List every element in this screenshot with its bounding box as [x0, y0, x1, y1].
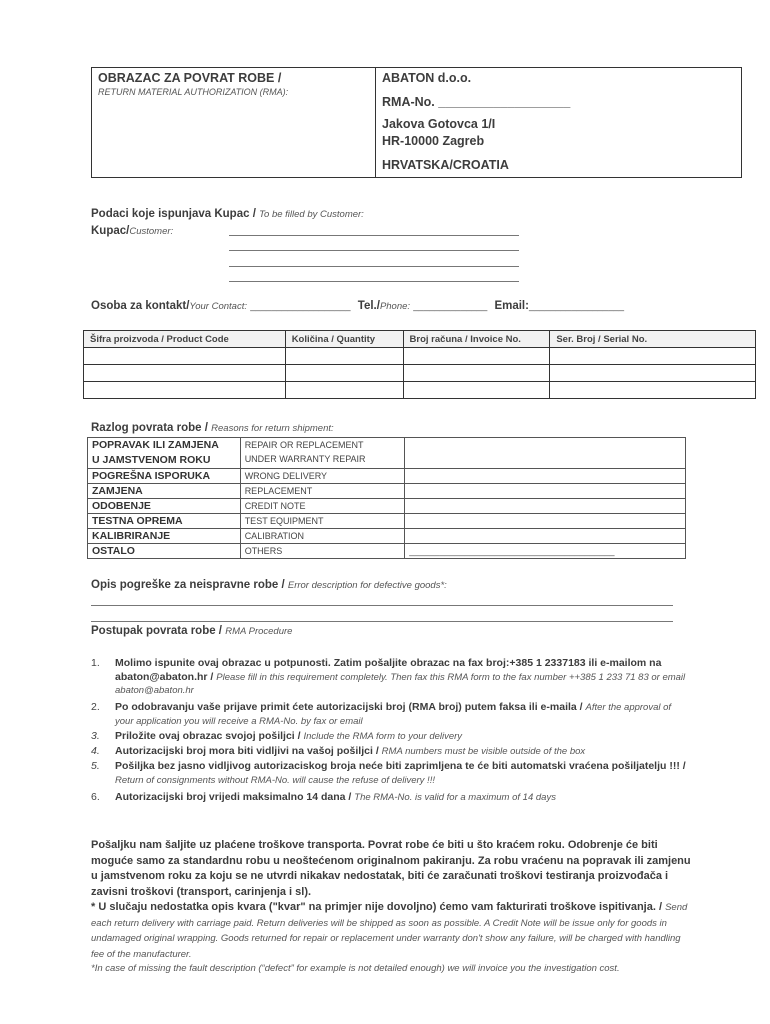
- error-desc-label: [91, 579, 447, 591]
- cell-input[interactable]: [285, 348, 403, 365]
- contact-row: [91, 300, 624, 312]
- customer-label-en: Customer:: [129, 226, 174, 237]
- error-desc-label-en: Error description for defective goods*:: [287, 580, 447, 591]
- contact-label-en: Your Contact:: [189, 301, 247, 312]
- reason-hr-line1: POPRAVAK ILI ZAMJENA: [92, 439, 219, 451]
- col-invoice-no: Broj računa / Invoice No.: [403, 331, 550, 348]
- reason-en: CALIBRATION: [240, 529, 405, 544]
- customer-line-1[interactable]: [229, 235, 519, 236]
- step-text-hr: Pošiljka bez jasno vidljivog autorizaciskog broja neće biti zaprimljena te će biti automatski vraćena pošiljatelju !!! /: [115, 760, 686, 772]
- procedure-step-1: [91, 657, 691, 698]
- reason-hr: ZAMJENA: [88, 484, 241, 499]
- address-street: Jakova Gotovca 1/I: [382, 117, 496, 131]
- reason-row-warranty[interactable]: [88, 438, 686, 469]
- address-country: HRVATSKA/CROATIA: [382, 158, 509, 172]
- reason-hr: POGREŠNA ISPORUKA: [88, 469, 241, 484]
- cell-input[interactable]: [403, 365, 550, 382]
- reason-hr: ODOBENJE: [88, 499, 241, 514]
- reason-row-wrong-delivery[interactable]: [88, 469, 686, 484]
- cell-input[interactable]: [550, 365, 756, 382]
- step-number: 3.: [91, 730, 100, 742]
- reason-en: REPLACEMENT: [240, 484, 405, 499]
- reason-en: TEST EQUIPMENT: [240, 514, 405, 529]
- step-text-en: Return of consignments without RMA-No. will cause the refuse of delivery !!!: [115, 774, 435, 786]
- contact-label: Osoba za kontakt/: [91, 300, 190, 312]
- reason-check-cell[interactable]: [405, 469, 686, 484]
- footer-note-en: *In case of missing the fault description (“defect” for example is not detailed enough) we will invoice you the investigation cost.: [91, 963, 620, 974]
- reason-row-credit-note[interactable]: [88, 499, 686, 514]
- product-table: [83, 330, 756, 399]
- reason-row-test-equipment[interactable]: [88, 514, 686, 529]
- step-text-hr: Po odobravanju vaše prijave primit ćete autorizacijski broj (RMA broj) putem faksa ili e-maila /: [115, 701, 583, 713]
- reason-en-line2: UNDER WARRANTY REPAIR: [244, 454, 366, 464]
- reason-hr: KALIBRIRANJE: [88, 529, 241, 544]
- step-text-en: The RMA-No. is valid for a maximum of 14 days: [354, 792, 556, 803]
- col-product-code: Šifra proizvoda / Product Code: [84, 331, 286, 348]
- cell-input[interactable]: [550, 382, 756, 399]
- address-city: HR-10000 Zagreb: [382, 134, 485, 148]
- reason-check-cell[interactable]: [405, 484, 686, 499]
- step-text-en: After the approval of your application you will receive a RMA-No. by fax or email: [115, 702, 672, 727]
- reason-en: WRONG DELIVERY: [240, 469, 405, 484]
- procedure-step-3: [91, 730, 691, 744]
- reason-hr: TESTNA OPREMA: [88, 514, 241, 529]
- reason-en: CREDIT NOTE: [240, 499, 405, 514]
- col-serial-no: Ser. Broj / Serial No.: [550, 331, 756, 348]
- reasons-table: [87, 437, 686, 559]
- footer-note-hr: * U slučaju nedostatka opis kvara ("kvar" na primjer nije dovoljno) ćemo vam fakturirati troškove ispitivanja. /: [91, 901, 663, 913]
- reason-en: [240, 438, 405, 469]
- footer-text-en: Send each return delivery with carriage paid. Return deliveries will be shipped as soon as possible. A Credit Note will be issue only for goods in undamaged original wrapping. Goods returned for repair or replacement under warranty don't show any failure, will be charged with handling fee of the manufacturer.: [91, 902, 688, 960]
- cell-input[interactable]: [403, 382, 550, 399]
- company-name: ABATON d.o.o.: [382, 71, 472, 85]
- reasons-title-en: Reasons for return shipment:: [211, 423, 334, 434]
- error-desc-label-hr: Opis pogreške za neispravne robe /: [91, 579, 285, 591]
- email-field[interactable]: __________________: [528, 301, 625, 312]
- step-text-en: Include the RMA form to your delivery: [303, 731, 463, 742]
- rma-number-field[interactable]: RMA-No. ___________________: [382, 95, 571, 109]
- step-number: 1.: [91, 657, 100, 669]
- tel-field[interactable]: ______________: [413, 301, 488, 312]
- step-number: 5.: [91, 760, 100, 772]
- email-label: Email:: [494, 300, 529, 312]
- error-desc-line-2[interactable]: [91, 621, 673, 622]
- reason-check-cell[interactable]: [405, 514, 686, 529]
- cell-input[interactable]: [550, 348, 756, 365]
- cell-input[interactable]: [84, 348, 286, 365]
- step-text-hr: Autorizacijski broj vrijedi maksimalno 14 dana /: [115, 791, 352, 803]
- procedure-step-2: [91, 701, 691, 728]
- footer-notes: [91, 838, 691, 976]
- procedure-step-6: [91, 791, 691, 805]
- table-row: [84, 382, 756, 399]
- reason-row-replacement[interactable]: [88, 484, 686, 499]
- col-quantity: Količina / Quantity: [285, 331, 403, 348]
- reason-hr: [88, 438, 241, 469]
- contact-field[interactable]: ___________________: [250, 301, 351, 312]
- procedure-label-en: RMA Procedure: [225, 626, 293, 637]
- reason-hr: OSTALO: [88, 544, 241, 559]
- table-row: [84, 365, 756, 382]
- step-number: 6.: [91, 791, 100, 803]
- step-text-en: Please fill in this requirement completely. Then fax this RMA form to the fax number ++385 1 233 71 83 or email abaton@abaton.hr: [115, 671, 686, 696]
- cell-input[interactable]: [84, 382, 286, 399]
- customer-label-hr: Kupac/: [91, 225, 130, 237]
- cell-input[interactable]: [84, 365, 286, 382]
- reason-row-calibration[interactable]: [88, 529, 686, 544]
- procedure-label-hr: Postupak povrata robe /: [91, 625, 223, 637]
- tel-label: Tel./: [357, 300, 380, 312]
- customer-line-2[interactable]: [229, 250, 519, 251]
- step-number: 4.: [91, 745, 100, 757]
- footer-text-hr: Pošaljku nam šaljite uz plaćene troškove transporta. Povrat robe će biti u što kraćem roku. Odobrenje će biti moguće samo za standardnu robu u neoštećenom originalnom pakiranju. Za robu vraćenu na popravak ili zamjenu u jamstvenom roku za koju se ne utvrdi nikakav nedostatak, biti će zaračunati troškovi testiranja proizvođača i zavisni troškovi (transport, carinjenja i sl).: [91, 839, 691, 898]
- customer-section-label-en: To be filled by Customer:: [259, 209, 364, 220]
- step-text-hr: Autorizacijski broj mora biti vidljivi na vašoj pošiljci /: [115, 745, 379, 757]
- procedure-label: [91, 625, 292, 637]
- customer-section-label-hr: Podaci koje ispunjava Kupac /: [91, 208, 256, 220]
- header-divider: [375, 68, 376, 177]
- reason-en-line1: REPAIR OR REPLACEMENT: [244, 440, 364, 450]
- customer-label: [91, 225, 173, 237]
- reason-en: OTHERS: [240, 544, 405, 559]
- reasons-title: [91, 422, 334, 434]
- reasons-title-hr: Razlog povrata robe /: [91, 422, 208, 434]
- step-text-en: RMA numbers must be visible outside of the box: [381, 746, 586, 757]
- step-text-hr: Priložite ovaj obrazac svojoj pošiljci /: [115, 730, 301, 742]
- cell-input[interactable]: [285, 365, 403, 382]
- cell-input[interactable]: [403, 348, 550, 365]
- form-title: OBRAZAC ZA POVRAT ROBE /: [98, 71, 282, 85]
- table-row: [84, 348, 756, 365]
- error-desc-line-1[interactable]: [91, 605, 673, 606]
- product-table-header: [84, 331, 756, 348]
- procedure-step-4: [91, 745, 691, 759]
- reason-hr-line2: U JAMSTVENOM ROKU: [92, 454, 211, 466]
- header-box: [91, 67, 742, 178]
- step-text-hr: Molimo ispunite ovaj obrazac u potpunosti. Zatim pošaljite obrazac na fax broj:+385 1 2337183 ili e-mailom na abaton@abaton.hr /: [115, 657, 662, 683]
- reason-check-cell[interactable]: [405, 438, 686, 469]
- reason-row-others[interactable]: [88, 544, 686, 559]
- step-number: 2.: [91, 701, 100, 713]
- customer-section-label: [91, 208, 364, 220]
- reason-check-cell[interactable]: [405, 529, 686, 544]
- tel-label-en: Phone:: [379, 301, 411, 312]
- form-subtitle: RETURN MATERIAL AUTHORIZATION (RMA):: [98, 87, 289, 97]
- procedure-step-5: [91, 760, 691, 787]
- cell-input[interactable]: [285, 382, 403, 399]
- others-field[interactable]: _________________________________________: [405, 544, 686, 559]
- customer-line-3[interactable]: [229, 266, 519, 267]
- reason-check-cell[interactable]: [405, 499, 686, 514]
- customer-line-4[interactable]: [229, 281, 519, 282]
